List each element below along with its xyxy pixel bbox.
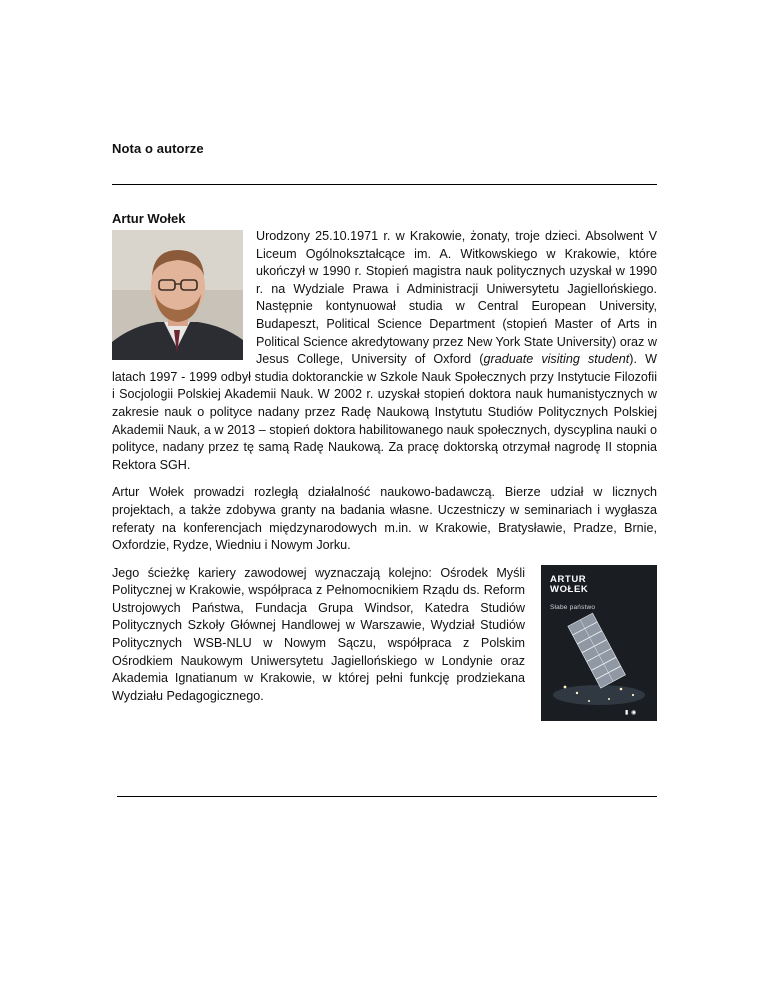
book-cover <box>541 565 657 721</box>
main-content <box>112 228 657 721</box>
cover-author-line1: ARTUR <box>550 573 587 585</box>
cover-author-line2: WOŁEK <box>550 583 589 595</box>
bio-italic-text: graduate visiting student <box>483 352 630 367</box>
bio-text-after: ). W latach 1997 - 1999 odbył studia doktoranckie w Szkole Nauk Społecznych przy Instytucie Filozofii i Socjologii Polskiej Akademii Nauk. W 2002 r. uzyskał stopień doktora nauk humanistycznych w zakresie nauk o polityce nadany przez Radę Naukową Instytutu Studiów Politycznych Polskiej Akademii Nauk, a w 2013 – stopień doktora habilitowanego nauk społecznych, dyscyplina nauki o polityce, nadany przez tę samą Radę Naukową. Za pracę doktorską otrzymał nagrodę II stopnia Rektora SGH. <box>112 352 657 472</box>
career-paragraph <box>112 565 657 716</box>
research-paragraph: Artur Wołek prowadzi rozległą działalność naukowo-badawczą. Bierze udział w licznych projektach, a także zdobywa granty na badania własne. Uczestniczy w seminariach i wygłasza referaty na konferencjach międzynarodowych m.in. w Krakowie, Bratysławie, Pradze, Brnie, Oxfordzie, Rydze, Wiedniu i Nowym Jorku. <box>112 485 657 553</box>
career-text: Jego ścieżkę kariery zawodowej wyznaczają kolejno: Ośrodek Myśli Politycznej w Krakowie, współpraca z Pełnomocnikiem Rządu ds. Reform Ustrojowych Państwa, Fundacja Grupa Windsor, Katedra Studiów Politycznych Szkoły Głównej Handlowej w Warszawie, Wydział Studiów Politycznych WSB-NLU w Nowym Sączu, współpraca z Polskim Ośrodkiem Naukowym Uniwersytetu Jagiellońskiego w Londynie oraz Akademia Ignatianum w Krakowie, w której pełni funkcję prodziekana Wydziału Pedagogicznego. <box>112 565 525 703</box>
bottom-divider <box>117 796 657 797</box>
publisher-logo-icon: ▮ ◉ <box>625 709 637 716</box>
section-heading: Nota o autorze <box>112 141 204 156</box>
cover-title: Słabe państwo <box>550 603 596 611</box>
author-photo <box>112 230 243 360</box>
bio-paragraph <box>112 228 657 474</box>
bio-text-before: Urodzony 25.10.1971 r. w Krakowie, żonaty, troje dzieci. Absolwent V Liceum Ogólnokształcące im. A. Witkowskiego w Krakowie, które ukończył w 1990 r. Stopień magistra nauk politycznych uzyskał w 1990 r. na Wydziale Prawa i Administracji Uniwersytetu Jagiellońskiego. Następnie kontynuował studia w Central European University, Budapeszt, Political Science Department (stopień Master of Arts in Political Science akredytowany przez New York State University) oraz w Jesus College, University of Oxford ( <box>256 229 657 367</box>
top-divider <box>112 184 657 185</box>
cover-author <box>550 575 610 595</box>
author-name: Artur Wołek <box>112 211 186 226</box>
